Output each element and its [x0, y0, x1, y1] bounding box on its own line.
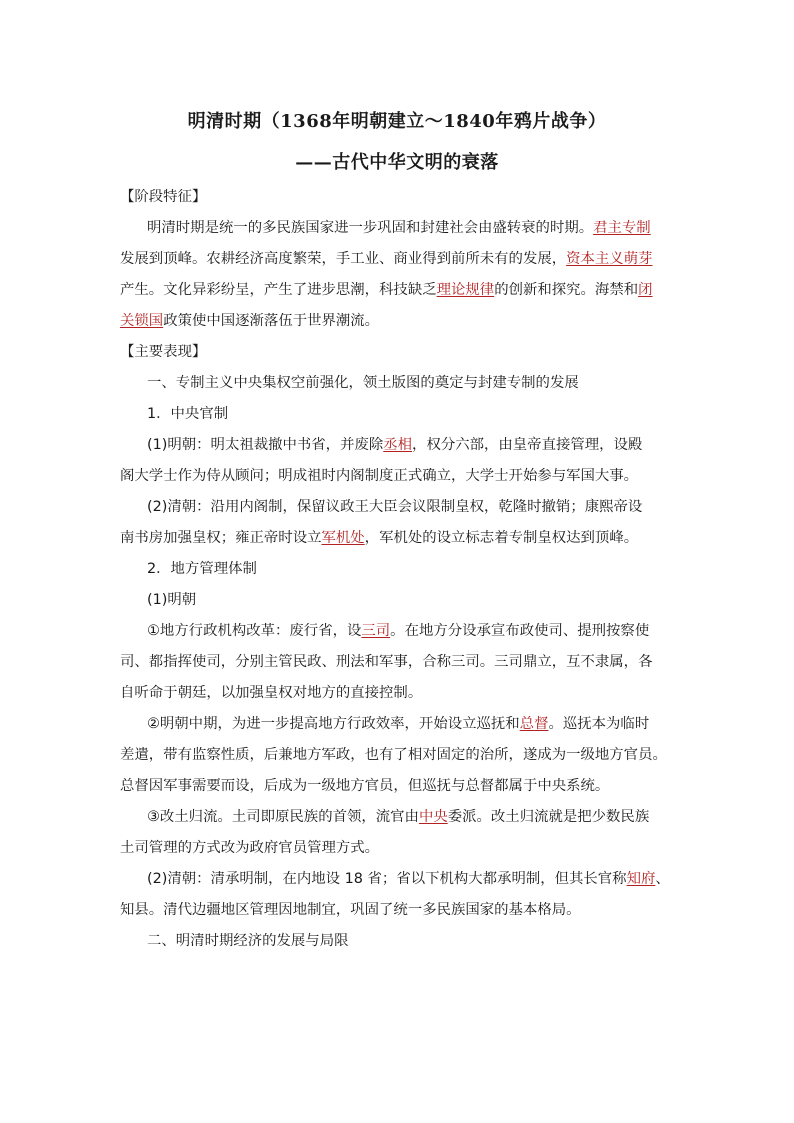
key-term: 资本主义萌芽: [566, 251, 653, 267]
key-term: 闭: [638, 282, 653, 298]
paragraph-line: [147, 714, 649, 734]
key-term: 知府: [626, 871, 656, 887]
paragraph-line: 差遣，带有监察性质，后兼地方军政，也有了相对固定的治所，遂成为一级地方官员。: [120, 747, 667, 763]
key-term: 理论规律: [436, 282, 495, 298]
paragraph-line: [147, 435, 642, 455]
text-run: 。在地方分设承宣布政使司、提刑按察使: [390, 623, 650, 639]
text-run: (2)清朝：清承明制，在内地设 18 省；省以下机构大都承明制，但其长官称: [147, 871, 627, 887]
paragraph-line: 阁大学士作为侍从顾问；明成祖时内阁制度正式确立，大学士开始参与军国大事。: [120, 468, 639, 484]
section-heading-stage-features: 【阶段特征】: [120, 189, 207, 205]
paragraph-line: 总督因军事需要而设，后成为一级地方官员，但巡抚与总督都属于中央系统。: [120, 778, 610, 794]
paragraph-line: 知县。清代边疆地区管理因地制宜，巩固了统一多民族国家的基本格局。: [120, 902, 581, 918]
subheading-ming: (1)明朝: [147, 592, 197, 608]
paragraph-line: 自听命于朝廷，以加强皇权对地方的直接控制。: [120, 685, 423, 701]
paragraph-line: [120, 311, 379, 331]
paragraph-line: [147, 807, 649, 827]
text-run: 明清时期是统一的多民族国家进一步巩固和封建社会由盛转衰的时期。: [147, 220, 594, 236]
key-term: 总督: [519, 716, 549, 732]
subheading-1-1: 1．中央官制: [147, 406, 229, 422]
text-run: 政策使中国逐渐落伍于世界潮流。: [163, 313, 380, 329]
document-title: 明清时期（1368年明朝建立～1840年鸦片战争）: [187, 111, 607, 132]
subheading-1: 一、专制主义中央集权空前强化，领土版图的奠定与封建专制的发展: [147, 375, 579, 391]
text-run: ，权分六部，由皇帝直接管理，设殿: [412, 437, 643, 453]
text-run: 委派。改土归流就是把少数民族: [447, 809, 650, 825]
text-run: 产生。文化异彩纷呈，产生了进步思潮，科技缺乏: [120, 282, 437, 298]
key-term: 丞相: [383, 437, 413, 453]
paragraph-line: [147, 621, 649, 641]
subheading-2: 二、明清时期经济的发展与局限: [147, 933, 349, 949]
text-run: ①地方行政机构改革：废行省，设: [147, 623, 362, 639]
text-run: 发展到顶峰。农耕经济高度繁荣，手工业、商业得到前所未有的发展，: [120, 251, 567, 267]
text-run: 。巡抚本为临时: [548, 716, 650, 732]
paragraph-line: [120, 249, 652, 269]
section-heading-main-manifestations: 【主要表现】: [120, 344, 207, 360]
paragraph-line: 司、都指挥使司，分别主管民政、刑法和军事，合称三司。三司鼎立，互不隶属，各: [120, 654, 653, 670]
key-term: 君主专制: [593, 220, 651, 236]
key-term: 三司: [361, 623, 391, 639]
key-term: 关锁国: [120, 313, 164, 329]
key-term: 中央: [418, 809, 448, 825]
text-run: 的创新和探究。海禁和: [494, 282, 639, 298]
paragraph-line: 土司管理的方式改为政府官员管理方式。: [120, 840, 380, 856]
text-run: ，军机处的设立标志着专制皇权达到顶峰。: [364, 530, 639, 546]
text-run: ②明朝中期，为进一步提高地方行政效率，开始设立巡抚和: [147, 716, 520, 732]
paragraph-line: [147, 218, 651, 238]
paragraph-line: [120, 528, 638, 548]
text-run: 、: [655, 871, 670, 887]
paragraph-line: (2)清朝：沿用内阁制，保留议政王大臣会议限制皇权，乾隆时撤销；康熙帝设: [147, 499, 643, 515]
paragraph-line: [147, 869, 670, 889]
subheading-1-2: 2．地方管理体制: [147, 561, 257, 577]
key-term: 军机处: [321, 530, 365, 546]
document-subtitle: ——古代中华文明的衰落: [295, 152, 499, 173]
text-run: (1)明朝：明太祖裁撤中书省，并废除: [147, 437, 384, 453]
paragraph-line: [120, 280, 653, 300]
text-run: ③改土归流。土司即原民族的首领，流官由: [147, 809, 419, 825]
text-run: 南书房加强皇权；雍正帝时设立: [120, 530, 322, 546]
